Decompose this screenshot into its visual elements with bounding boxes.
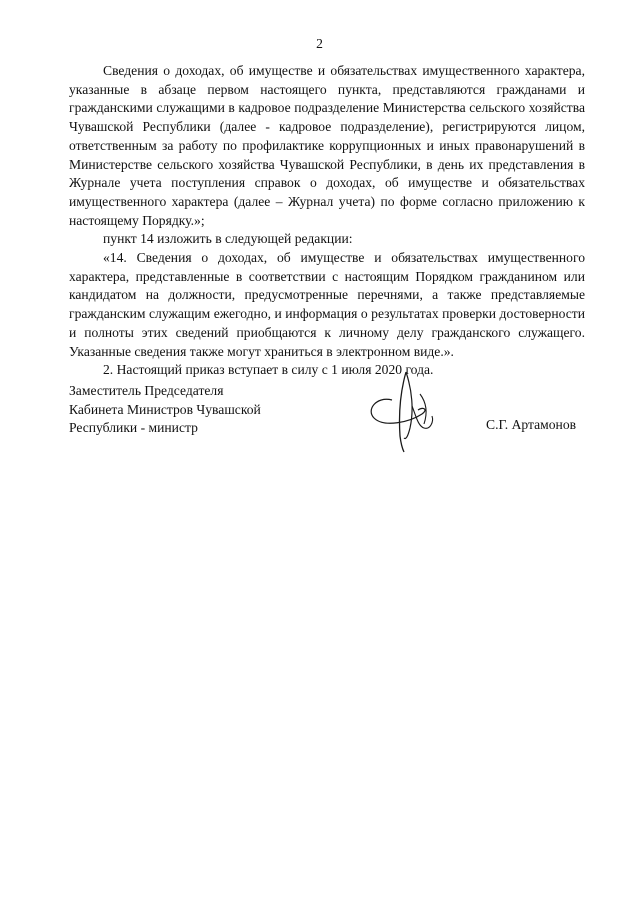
signatory-title-line: Республики - министр [69,420,198,436]
signatory-title-line: Кабинета Министров Чувашской [69,401,261,417]
handwritten-signature [362,366,442,456]
paragraph-effective-date: 2. Настоящий приказ вступает в силу с 1 июля 2020 года. [103,362,434,378]
paragraph-income-reporting: Сведения о доходах, об имуществе и обязательствах имущественного характера, указанные в абзаце первом настоящего пункта, представляются гражданами и гражданскими служащими в кадровое подразделение Министерства сельского хозяйства Чувашской Республики (далее - кадровое подразделение), регистрируются лицом, ответственным за работу по профилактике коррупционных и иных правонарушений в Министерстве сельского хозяйства Чувашской Республики, в день их представления в Журнале учета поступления справок о доходах, об имуществе и обязательствах имущественного характера (далее – Журнал учета) по форме согласно приложению к настоящему Порядку.»; [69,63,585,228]
document-body [69,62,585,380]
page-number: 2 [316,36,323,51]
signatory-title [69,382,261,438]
signatory-name: С.Г. Артамонов [486,417,577,432]
paragraph-point-14-text: «14. Сведения о доходах, об имуществе и обязательствах имущественного характера, представленные в соответствии с настоящим Порядком гражданином или кандидатом на должности, предусмотренные перечнями, а также представляемые гражданским служащим ежегодно, и информация о результатах проверки достоверности и полноты этих сведений приобщаются к личному делу гражданского служащего. Указанные сведения также могут храниться в электронном виде.». [69,250,585,359]
signatory-title-line: Заместитель Председателя [69,383,224,398]
paragraph-point-14-intro: пункт 14 изложить в следующей редакции: [103,231,353,247]
